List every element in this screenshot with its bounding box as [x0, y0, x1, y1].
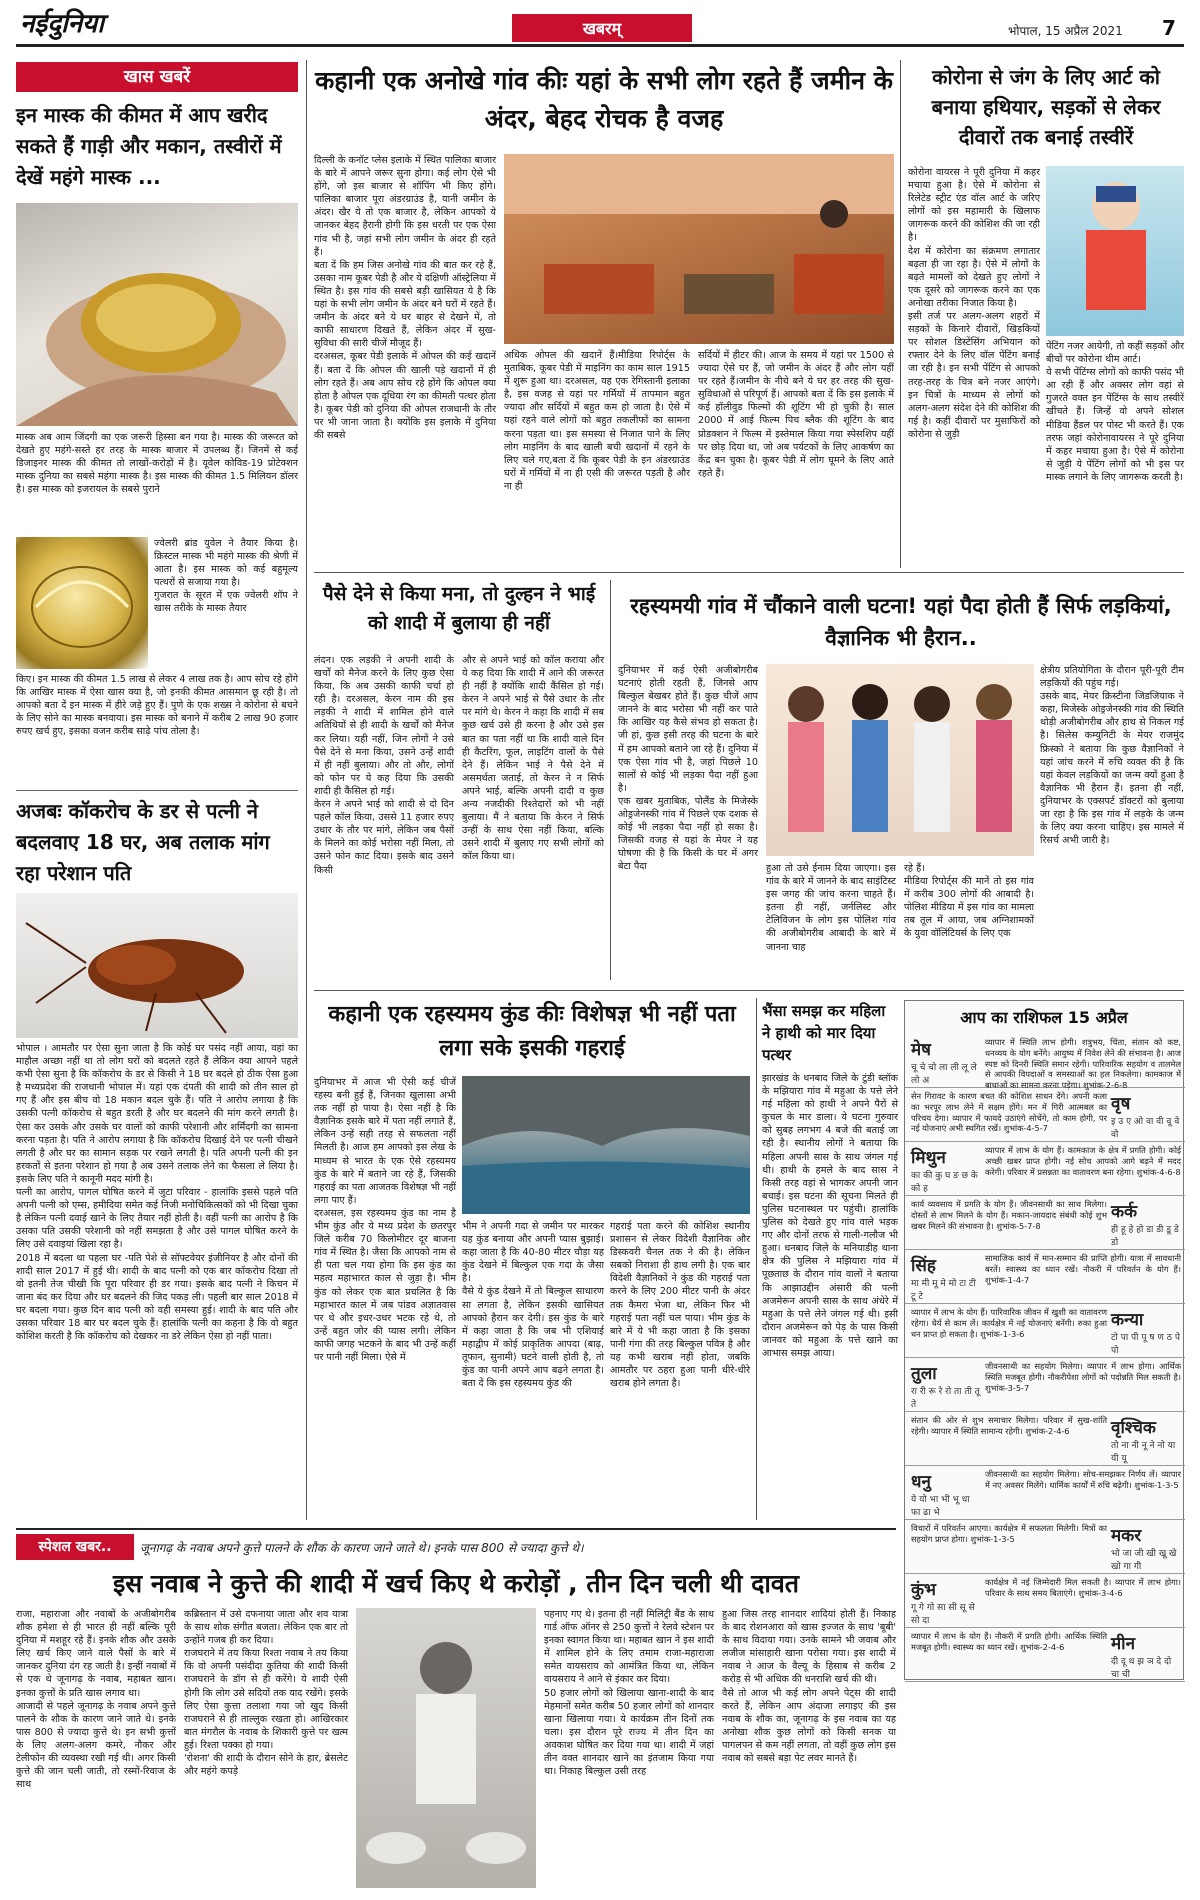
dateline: भोपाल, 15 अप्रैल 2021 — [1008, 24, 1123, 38]
page-number: 7 — [1162, 16, 1176, 40]
four-girls-illustration — [766, 664, 1034, 856]
kund-col-2: भीम ने अपनी गदा से जमीन पर मारकर यह कुंड बनाया और अपनी प्यास बुझाई। कहा जाता है कि 40-80 मीटर चौड़ा यह कुंड देखने में बिल्कुल एक गदा के जैसा है। वैसे ये कुंड देखने में तो बिल्कुल साधारण सा लगता है, लेकिन इसकी खासियत आपको हैरान कर देगी। इस कुंड के बारे में कहा जाता है कि जब भी एशियाई महाद्वीप में कोई प्राकृतिक आपदा (बाढ़, तूफान, सुनामी) घटने वाली होती है, तो कुंड का पानी अपने आप बढ़ने लगता है। बता दें कि इस रहस्यमय कुंड की — [462, 1221, 604, 1390]
rashi-prediction: संतान की ओर से शुभ समाचार मिलेगा। परिवार में सुख-शांति रहेगी। व्यापार में स्थिति सामान्य रहेगी। शुभांक-2-4-6 — [911, 1415, 1107, 1436]
bheem-kund-headline: कहानी एक रहस्यमय कुंड कीः विशेषज्ञ भी नहीं पता लगा सके इसकी गहराई — [328, 1002, 736, 1061]
rashi-letters: दी दू थ झ ञ दे दो चा ची — [1111, 1657, 1172, 1680]
rashi-letters: इ उ ए ओ वा वी वू वे वो — [1111, 1117, 1180, 1140]
section-label: खबरम् — [582, 19, 622, 38]
left-divider-1 — [16, 790, 298, 791]
mid-divider-2 — [314, 990, 1184, 991]
kund-col-3: गहराई पता करने की कोशिश स्थानीय प्रशासन से लेकर विदेशी वैज्ञानिक और डिस्कवरी चैनल तक ने की है। लेकिन सबको निराशा ही हाथ लगी है। एक बार विदेशी वैज्ञानिकों ने कुंड की गहराई पता करने के लिए 200 मीटर पानी के अंदर तक कैमरा भेजा था, लेकिन फिर भी गहराई पता नहीं चल पाया। भीम कुंड के बारे में ये भी कहा जाता है कि इसका पानी गंगा की तरह बिल्कुल पवित्र है और यह कभी खराब नहीं होता, जबकि आमतौर पर ठहरा हुआ पानी धीरे-धीरे खराब होने लगता है। — [610, 1221, 750, 1390]
bride-headline: पैसे देने से किया मना, तो दुल्हन ने भाई को शादी में बुलाया ही नहीं — [322, 583, 596, 634]
rashi-prediction: कार्य व्यवसाय में प्रगति के योग हैं। जीवनसाथी का साथ मिलेगा। दोस्तों से लाभ मिलने के योग हैं। मकान-जायदाद संबंधी कोई शुभ खबर मिलने की संभावना है। शुभांक-5-7-8 — [911, 1199, 1107, 1231]
rashi-letters: रा री रू रे रो ता ती तू ते — [911, 1387, 980, 1410]
nawab-photo — [356, 1608, 536, 1888]
khas-khabrein-badge: खास खबरें — [16, 62, 298, 92]
rashi-name: मेष — [911, 1040, 931, 1060]
rashi-prediction: व्यापार में लाभ के योग हैं। पारिवारिक जीवन में खुशी का वातावरण रहेगा। धैर्य से काम लें। कार्यक्षेत्र में नई योजनाएं बनेंगी। रुका हुआ धन प्राप्त हो सकता है। शुभांक-1-3-6 — [911, 1307, 1107, 1339]
cockroach-headline: अजबः कॉकरोच के डर से पत्नी ने बदलवाए 18 घर, अब तलाक मांग रहा परेशान पति — [16, 799, 270, 885]
rashi-row — [905, 1034, 1185, 1091]
bride-col-1: लंदन। एक लड़की ने अपनी शादी के खर्चों को मैनेज करने के लिए कुछ ऐसा किया, कि अब उसकी काफी चर्चा हो रही है। दरअसल, केरन नाम की इस लड़की ने शादी में शामिल होने वाले अतिथियों से ही शादी के खर्चों को मैनेज कर लिया। यही नहीं, जिन लोगों ने उसे पैसे देने से मना किया, उसने उन्हें शादी में ही नहीं बुलाया। और तो और, लोगों को फोन पर ये कह दिया कि उसकी शादी ही कैंसिल हो गई। केरन ने अपने भाई को शादी से दो दिन पहले कॉल किया, उससे 11 हजार रुपए उधार के तौर पर मांगे, लेकिन जब पैसों के मिलने का कोई भरोसा नहीं मिला, तो उसने फोन काट दिया। इसके बाद उसने किसी — [314, 655, 454, 876]
bride-col-2: और से अपने भाई को कॉल कराया और ये कह दिया कि शादी में आने की जरूरत ही नहीं है क्योंकि शादी कैंसिल हो गई। केरन ने अपने भाई से पैसे उधार के तौर पर मांगे थे। केरन ने कहा कि शादी में सब कुछ खर्च उसे ही करना है और उसे इस बात का पता नहीं था कि शादी वाले दिन ही कैटरिंग, फूल, लाइटिंग वालों के पैसे देने हैं। लेकिन भाई ने पैसे देने में असमर्थता जताई, तो केरन ने न सिर्फ अपने भाई, बल्कि अपनी दादी व कुछ अन्य नजदीकी रिश्तेदारों को भी नहीं बुलाया। मैं ने बताया कि केरन ने सिर्फ उन्हीं के साथ ऐसा नहीं किया, बल्कि उसने शादी में बुलाए गए सभी लोगों को कॉल किया था। — [462, 655, 604, 863]
rashi-letters: गू गे गो सा सी सू से सो दा — [911, 1603, 975, 1626]
masthead — [0, 0, 1200, 46]
rashi-name: तुला — [911, 1364, 937, 1384]
rashi-row — [905, 1358, 1185, 1412]
cockroach-illustration — [16, 893, 298, 1038]
rashi-row — [905, 1088, 1185, 1142]
rashi-row — [905, 1250, 1185, 1304]
girls-col-4: क्षेत्रीय प्रतियोगिता के दौरान पूरी-पूरी टीम लड़कियों की पहुंच गई। उसके बाद, मेयर क्रिस्टीना जिडजियाक ने कहा, मिजेस्के ओड्रजेनस्की गांव की स्थिति थोड़ी अजीबोगरीब और हाथ से निकल गई है। सिलेस कम्युनिटी के मेयर राजमुंद फ्रिस्को ने बताया कि कुछ वैज्ञानिकों ने यहां जांच करने में रुचि व्यक्त की है कि यहां केवल लड़कियों का जन्म क्यों हुआ है वैज्ञानिक भी हैरान हैं। इतना ही नहीं, दुनियाभर के एक्सपर्ट डॉक्टरों को बुलाया जा रहा है कि इस गांव में लड़के के जन्म के लिए क्या करना चाहिए। इस मामले में रिसर्च अभी जारी है। — [1040, 665, 1184, 847]
village-col-1: दिल्ली के कनॉट प्लेस इलाके में स्थित पालिका बाजार के बारे में आपने जरूर सुना होगा। कई लोग ऐसे भी होंगे, जो इस बाजार से शॉपिंग भी किए होंगे। पालिका बाजार पूरा अंडरग्राउंड है, यानी जमीन के अंदर। खैर ये तो एक बाजार है, लेकिन आपको ये जानकर बेहद हैरानी होगी कि इस धरती पर एक ऐसा गांव भी है, जहां सभी लोग जमीन के अंदर ही रहते हैं। बता दें कि हम जिस अनोखे गांव की बात कर रहे हैं, उसका नाम कूबर पेडी है और ये दक्षिणी ऑस्ट्रेलिया में स्थित है। इस गांव की सबसे बड़ी खासियत ये है कि यहां के सभी लोग जमीन के अंदर बने घरों में रहते हैं। जमीन के अंदर बने ये घर बाहर से देखने में, तो काफी साधारण दिखते हैं, लेकिन अंदर में सुख-सुविधा की सारी चीजें मौजूद हैं। दरअसल, कूबर पेडी इलाके में ओपल की कई खदानें हैं। बता दें कि ओपल की खाली पड़े खदानों में ही लोग रहते हैं। अब आप सोच रहे होंगे कि ओपल क्या होता है ओपल एक दूधिया रंग का कीमती पत्थर होता है। कूबर पेडी को दुनिया की ओपल राजधानी के तौर पर भी जाना जाता है। क्योंकि इस इलाके में दुनिया की सबसे — [314, 155, 496, 441]
rashi-name: कन्या — [1111, 1310, 1144, 1330]
bride-right-rule — [610, 580, 611, 980]
rashi-name: कुंभ — [911, 1580, 937, 1600]
nawab-col-1: राजा, महाराजा और नवाबों के अजीबोगरीब शौक हमेशा से ही भारत ही नहीं बल्कि पूरी दुनिया में मशहूर रहे हैं। इनके शौक और उसके लिए खर्च किए जाने वाले पैसों के बारे में जानकर दुनिया दंग रह जाती है। इन्हीं नवाबों में से एक थे जूनागढ़ के नवाब, महाबत खान। इनका कुत्तों के प्रति खास लगाव था। आजादी से पहले जूनागढ़ के नवाब अपने कुत्ते पालने के शौक के कारण जाने जाते थे। इनके पास 800 से ज्यादा कुत्ते थे। इन सभी कुत्तों के लिए अलग-अलग कमरे, नौकर और टेलीफोन की व्यवस्था रखी गई थी। अगर किसी कुत्ते की जान चली जाती, तो रस्मों-रिवाज के साथ — [16, 1609, 176, 1791]
rashi-row — [905, 1304, 1185, 1358]
rashi-letters: ही हू हे हो डा डी डू डे डो — [1111, 1225, 1179, 1248]
rashi-row — [905, 1574, 1185, 1628]
nawab-col-2: कब्रिस्तान में उसे दफनाया जाता और शव यात्रा के साथ शोक संगीत बजता। लेकिन एक बार तो उन्होंने गजब ही कर दिया। राजघराने में तय किया रिश्ता नवाब ने तय किया कि वो अपनी पसंदीदा कुतिया की शादी किसी राजघराने के डॉग से ही करेंगे। ये शादी ऐसी होगी कि लोग उसे सदियों तक याद रखेंगे। इसके लिए ऐसा कुत्ता तलाशा गया जो खुद किसी राजघराने से ही ताल्लुक रखता हो। आखिरकार बात मंगरौल के नवाब के शिकारी कुत्ते पर खत्म हुई। रिश्ता पक्का हो गया। 'रोशना' की शादी के दौरान सोने के हार, ब्रेसलेट और महंगे कपड़े — [184, 1609, 348, 1778]
rashi-name: मकर — [1111, 1526, 1142, 1546]
rashi-prediction: सामाजिक कार्य में मान-सम्मान की प्राप्ति होगी। यात्रा में सावधानी बरतें। स्वास्थ्य का ध्यान रखें। नौकरी में परिवर्तन के योग हैं। शुभांक-1-4-7 — [985, 1253, 1181, 1285]
rashi-prediction: जीवनसाथी का सहयोग मिलेगा। सोच-समझकर निर्णय लें। व्यापार में नए अवसर मिलेंगे। धार्मिक कार्यों में रुचि बढ़ेगी। शुभांक-1-3-5 — [985, 1469, 1181, 1490]
girls-photo — [766, 664, 1034, 856]
rashi-prediction: जीवनसाथी का सहयोग मिलेगा। व्यापार में लाभ होगा। आर्थिक स्थिति मजबूत होगी। नौकरीपेशा लोगों को पदोन्नति मिल सकती है। शुभांक-3-5-7 — [985, 1361, 1181, 1393]
mask-headline: इन मास्क की कीमत में आप खरीद सकते हैं गाड़ी और मकान, तस्वीरों में देखें महंगे मास्क ... — [16, 103, 282, 189]
underground-room-illustration — [504, 154, 894, 344]
gold-mask-photo — [16, 203, 298, 426]
rashi-name: वृष — [1111, 1094, 1131, 1114]
rashi-row — [905, 1196, 1185, 1250]
rashi-prediction: सेन गिरावट के कारण बचत की कोशिश साधन देंगे। अपनी कला का भरपूर लाभ लेने में सक्षम होंगे। मन में गिरी आत्मबल का परिचय देगा। व्यापार में फायदे उठाएंगे सोचेंगे, तो काम होगी, पर नई योजनाएं अभी स्थगित रखें। शुभांक-4-5-7 — [911, 1091, 1107, 1134]
crystal-mask-photo — [16, 537, 148, 669]
left-column-rule — [306, 60, 307, 1520]
rashi-name: कर्क — [1111, 1202, 1138, 1222]
girls-village-headline: रहस्यमयी गांव में चौंकाने वाली घटना! यहां पैदा होती हैं सिर्फ लड़कियां, वैज्ञानिक भी हैरान.. — [630, 594, 1172, 650]
girls-col-3: रहे हैं। मीडिया रिपोर्ट्स की मानें तो इस गांव में करीब 300 लोगों की आबादी है। पोलिश मीडिया में इस गांव का मामला तब तूल में आया, जब अग्निशामकों के युवा वॉलिंटियर्स के लिए एक — [904, 863, 1034, 940]
rashi-letters: तो ना नी नू ने नो या यी यू — [1111, 1441, 1176, 1464]
cockroach-photo — [16, 893, 298, 1038]
newspaper-logo: नईदुनिया — [20, 9, 104, 39]
rashi-name: धनु — [911, 1472, 931, 1492]
rashi-row — [905, 1628, 1185, 1682]
nawab-col-4: हुआ जिस तरह शानदार शादियां होती हैं। निकाह के बाद रोशनआरा को खास इज्जत के साथ 'बूबी' के साथ विदाया गया। उनके सामने भी जवाब और लजीज मांसाहारी खाना परोसा गया। इस शादी में नवाब ने आज के वैल्यू के हिसाब से करीब 2 करोड़ से भी अधिक की धनराशि खर्च की थी। वैसे तो आज भी कई लोग अपने पेट्स की शादी करते हैं, लेकिन आप अंदाजा लगाइए की इस नवाब के शौक का, जूनागढ़ के इस नवाब का यह अनोखा शौक कुछ लोगों को किसी सनक या पागलपन से कम नहीं लगता, तो वहीं कुछ लोग इस नवाब को सबसे बड़ा पेट लवर मानते हैं। — [722, 1609, 897, 1765]
rashi-prediction: विचारों में परिवर्तन आएगा। कार्यक्षेत्र में सफलता मिलेगी। मित्रों का सहयोग प्राप्त होगा। शुभांक-1-3-5 — [911, 1523, 1107, 1544]
rashi-row — [905, 1412, 1185, 1466]
underground-home-photo — [504, 154, 894, 344]
diamond-mask-illustration — [16, 537, 148, 669]
rashi-letters: का की कु घ ङ छ के को ह — [911, 1171, 978, 1194]
corona-art-headline: कोरोना से जंग के लिए आर्ट को बनाया हथियार, सड़कों से लेकर दीवारों तक बनाई तस्वीरें — [931, 65, 1161, 149]
girls-col-1: दुनियाभर में कई ऐसी अजीबोगरीब घटनाएं होती रहती हैं, जिनसे आप बिल्कुल बेखबर होते हैं। कुछ चीजें आप जानने के बाद भरोसा भी नहीं कर पाते कि आखिर यह कैसे संभव हो सकता है। जी हां, कुछ इसी तरह की घटना के बारे में हम आपको बताने जा रहे हैं। दुनिया में एक ऐसा गांव भी है, जहां पिछले 10 सालों से कोई भी लड़का पैदा नहीं हुआ है। एक खबर मुताबिक, पोलैंड के मिजेस्के ओड्रजेनस्की गांव में पिछले एक दशक से कोई भी लड़का पैदा नहीं हो सका है। जिसकी वजह से यहां के मेयर ने यह घोषणा की है कि किसी के घर में अगर बेटा पैदा — [618, 665, 758, 873]
special-teaser: जूनागढ़ के नवाब अपने कुत्ते पालने के शौक के कारण जाने जाते थे। इनके पास 800 से ज्यादा कुत्ते थे। — [140, 1541, 584, 1555]
village-col-3: सर्दियों में हीटर की। आज के समय में यहां पर 1500 से ज्यादा ऐसे घर हैं, जो जमीन के अंदर हैं और लोग यहीं पर रहते हैं।जमीन के नीचे बने ये घर हर तरह की सुख-सुविधाओं से परिपूर्ण हैं। आपको बता दें कि इस इलाके में कई हॉलीवुड फिल्मों की शूटिंग भी हो चुकी है। साल 2000 में आई फिल्म पिच ब्लैक की शूटिंग के बाद प्रोडक्शन ने फिल्म में इस्तेमाल किया गया स्पेसशिप यहीं पर छोड़ दिया था, जो अब पर्यटकों के लिए आकर्षण का केंद्र बन चुका है। कूबर पेडी में लोग घूमने के लिए आते रहते हैं। — [698, 350, 894, 479]
nawab-with-dogs-illustration — [356, 1608, 536, 1888]
village-col-2: अधिक ओपल की खदानें हैं।मीडिया रिपोर्ट्स के मुताबिक, कूबर पेडी में माइनिंग का काम साल 1915 में शुरू हुआ था। दरअसल, यह एक रेगिस्तानी इलाका है, इस वजह से यहां पर गर्मियों में तापमान बहुत ज्यादा और सर्दियों में बहुत कम हो जाता है। ऐसे में यहां रहने वाले लोगों को बहुत तकलीफों का सामना करना पड़ता था। इस समस्या से निजात पाने के लिए लोग माइनिंग के बाद खाली बची खदानों में रहने के लिए चले गए,बता दें कि कूबर पेडी के इन अंडरग्राउंड घरों में गर्मियों में ना ही एसी की जरूरत पड़ती है और ना ही — [504, 350, 690, 492]
nawab-col-3: पहनाए गए थे। इतना ही नहीं मिलिट्री बैंड के साथ गार्ड ऑफ ऑनर से 250 कुत्तों ने रेलवे स्टेशन पर इनका स्वागत किया था। महाबत खान ने इस शादी में शामिल होने के लिए तमाम राजा-महाराजा समेत वायसराय को आमंत्रित किया था, लेकिन वायसराय ने आने से इंकार कर दिया। 50 हजार लोगों को खिलाया खाना-शादी के बाद मेहमानों समेत करीब 50 हजार लोगों को शानदार खाना खिलाया गया। ये कार्यक्रम तीन दिनों तक चला। इस दौरान पूरे राज्य में तीन दिन का अवकाश घोषित कर दिया गया था। शादी में जहां तीन वक्त शानदार खाने का इंतजाम किया गया था। निकाह बिल्कुल उसी तरह — [544, 1609, 714, 1778]
mid-divider-1 — [314, 572, 1184, 573]
corona-wall-art-photo — [1046, 166, 1184, 336]
rashi-name: वृश्चिक — [1111, 1418, 1156, 1438]
bheem-kund-photo — [462, 1076, 750, 1214]
rashi-letters: मा मी मू मे मो टा टी टू टे — [911, 1279, 976, 1302]
nawab-headline: इस नवाब ने कुत्ते की शादी में खर्च किए थे करोड़ों , तीन दिन चली थी दावत — [112, 1569, 800, 1598]
water-cave-illustration — [462, 1076, 750, 1214]
rashi-name: मीन — [1111, 1634, 1136, 1654]
rashi-name: मिथुन — [911, 1148, 946, 1168]
rashi-row — [905, 1520, 1185, 1574]
underground-village-headline: कहानी एक अनोखे गांव कीः यहां के सभी लोग रहते हैं जमीन के अंदर, बेहद रोचक है वजह — [315, 66, 893, 133]
cockroach-body: भोपाल । आमतौर पर ऐसा सुना जाता है कि कोई घर पसंद नहीं आया, वहां का माहौल अच्छा नहीं था तो लोग घरों को बदलते रहते हैं लेकिन क्या आपने पहले कभी ऐसा सुना है कि कॉकरोच के डर से किसी ने 18 घर बदले हो ठीक ऐसा हुआ है मध्यप्रदेश की राजधानी भोपाल में। यहां एक दंपती की शादी को तीन साल हो गए हैं और इस बीच वो 18 मकान बदल चुके हैं। पति ने आरोप लगाया है कि उसकी पत्नी कॉकरोच से बहुत डरती है और घर बदलने की मांग करने लगती है। ऐसा कर उसके और उसके घर वालों को काफी परेशानी और शर्मिंदगी का सामना करना पड़ता है। पति ने आरोप लगाया है कि कॉकरोच दिखाई देने पर पत्नी चीखने लगती है और घर का सामान सड़क पर रखने लगती है। पति अपनी पत्नी की इन हरकतों से इतना परेशान हो गया है अब उसने तलाक लेने का फैसला ले लिया है। इसके लिए पति ने कानूनी मदद मांगी है। पत्नी का आरोप, पागल घोषित करने में जुटा परिवार - हालांकि इससे पहले पति अपनी पत्नी को एम्स, हमीदिया समेत कई निजी मनोचिकित्सकों को भी दिखा चुका है लेकिन पत्नी दवाई खाने के लिए तैयार नहीं होती है। वहीं पत्नी का आरोप है कि उसका पति उसकी परेशानी को नहीं समझता है और उसे पागल घोषित करने के लिए उसे दवाइयां खिला रहा है। 2018 में बदला था पहला घर -पति पेशे से सॉफ्टवेयर इंजीनियर है और दोनों की शादी साल 2017 में हुई थी। शादी के बाद पत्नी को एक बार कॉकरोच दिखा तो वो इतनी तेज चीखी कि पूरा परिवार ही डर गया। इसके बाद पत्नी ने किचन में जाना बंद कर दिया और घर बदलने की जिद पकड़ ली। पहली बार साल 2018 में घर बदला गया। कुछ दिन बाद पत्नी को वही समस्या हुई। शादी के बाद पति और उसका परिवार 18 बार घर बदल चुके हैं। हालांकि पत्नी का कहना है कि वो बहुत कोशिश करती है कि कॉकरोच को देखकर ना डरे लेकिन ऐसा हो नहीं पाता। — [16, 1043, 298, 1343]
corona-body-b: पेंटिंग नजर आयेगी, तो कहीं सड़कों और बीचों पर कोरोना थीम आर्ट। ये सभी पेंटिंग्स लोगों को काफी पसंद भी आ रही हैं और अक्सर लोग वहां से गुजरते वक्त इन पेंटिंग्स के साथ तस्वीरें खींचते हैं। जिन्हें वो अपने सोशल मीडिया हैंडल पर पोस्ट भी करते हैं। एक तरफ जहां कोरोनावायरस ने पूरे दुनिया में कहर मचाया हुआ है। ऐसे में कोरोना से जुड़ी ये पेंटिंग लोगों को भी इस पर मास्क लगाने के लिए जागरूक करती है। — [1046, 341, 1184, 483]
kund-col-1: दुनियाभर में आज भी ऐसी कई चीजें रहस्य बनी हुई हैं, जिनका खुलासा अभी तक नहीं हो पाया है। ऐसा नहीं है कि वैज्ञानिक इसके बारे में पता नहीं लगाते हैं, लेकिन उन्हें सही तरह से सफलता नहीं मिलती है। आज हम आपको इस लेख के माध्यम से भारत के एक ऐसे रहस्यमय कुंड के बारे में बताने जा रहे हैं, जिसकी गहराई का पता आजतक विशेषज्ञ भी नहीं लगा पाए हैं। दरअसल, इस रहस्यमय कुंड का नाम है भीम कुंड और ये मध्य प्रदेश के छतरपुर जिले करीब 70 किलोमीटर दूर बाजना गांव में स्थित है। जैसा कि आपको नाम से ही पता चल गया होगा कि इस कुंड का महत्व महाभारत काल से जुड़ा है। भीम कुंड को लेकर एक बात प्रचलित है कि महाभारत काल में जब पांडव अज्ञातवास पर थे और इधर-उधर भटक रहे थे, तो उन्हें बहुत जोर की प्यास लगी। लेकिन काफी जगह भटकने के बाद भी उन्हें कहीं पर पानी नहीं मिला। ऐसे में — [314, 1077, 456, 1363]
special-top-rule — [16, 1528, 896, 1530]
rashi-letters: चू चे चो ला ली लू ले लो अ — [911, 1063, 977, 1086]
rashi-prediction: कार्यक्षेत्र में नई जिम्मेदारी मिल सकती है। व्यापार में लाभ होगा। परिवार के साथ समय बिताएंगे। शुभांक-3-4-6 — [985, 1577, 1181, 1598]
rashi-letters: टो पा पी पू ष ण ठ पे पो — [1111, 1333, 1180, 1356]
rashi-letters: भो जा जी खी खू खे खो गा गी — [1111, 1549, 1177, 1572]
rashi-row — [905, 1142, 1185, 1196]
rashi-prediction: व्यापार में लाभ के योग हैं। नौकरी में प्रगति होगी। आर्थिक स्थिति मजबूत होगी। स्वास्थ्य का ध्यान रखें। शुभांक-2-4-6 — [911, 1631, 1107, 1652]
doctor-painting-illustration — [1046, 166, 1184, 336]
elephant-headline: भैंसा समझ कर महिला ने हाथी को मार दिया पत्थर — [762, 1002, 886, 1064]
rashi-name: सिंह — [911, 1256, 936, 1276]
mask-body-b: ज्वेलरी ब्रांड युवेल ने तैयार किया है। क्रिस्टल मास्क भी महंगे मास्क की श्रेणी में आता है। इस मास्क को कई बहुमूल्य पत्थरों से सजाया गया है। गुजरात के सूरत में एक ज्वेलरी शॉप ने खास तरीके के मास्क तैयार — [154, 538, 298, 615]
kund-right-rule — [756, 998, 757, 1520]
masthead-rule — [16, 44, 1184, 47]
rashifal-title: आप का राशिफल 15 अप्रैल — [960, 1008, 1128, 1027]
rashi-prediction: व्यापार में लाभ के योग हैं। कामकाज के क्षेत्र में प्रगति होगी। कोई अच्छी खबर प्राप्त होगी। नई सोच आपको आगे बढ़ने में मदद करेगी। परिवार में प्रसन्नता का वातावरण बना रहेगा। शुभांक-4-6-8 — [985, 1145, 1181, 1177]
rashi-letters: ये यो भा भी भू धा फा ढा भे — [911, 1495, 970, 1518]
village-right-rule — [900, 60, 901, 568]
gold-mask-illustration — [16, 203, 298, 426]
corona-body-a: कोरोना वायरस ने पूरी दुनिया में कहर मचाया हुआ है। ऐसे में कोरोना से रिलेटेड स्ट्रीट एंड वॉल आर्ट के जरिए लोगों को इस महामारी के खिलाफ जागरूक करने की कोशिश की जा रही है। देश में कोरोना का संक्रमण लगातार बढ़ता ही जा रहा है। ऐसे में लोगों के बढ़ते मामलों को देखते हुए लोगों ने एक दूसरे को जागरूक करने का एक अनोखा तरीका निजात किया है। इसी तर्ज पर अलग-अलग शहरों में सड़कों के किनारे दीवारों, खिड़कियों पर सोशल डिस्टेंसिंग अभियान को रफ्तार देने के लिए वॉल पेंटिंग बनाई जा रही है। इन सभी पेंटिंग से आपको तरह-तरह के चित्र बने नजर आएंगे। इन चित्रों के माध्यम से लोगों को अलग-अलग संदेश देने की कोशिश की गई है। कहीं दीवारों पर मुसाफिरों को कोरोना से जुड़ी — [908, 167, 1040, 440]
rashi-row — [905, 1466, 1185, 1520]
elephant-body: झारखंड के धनबाद जिले के टुंडी ब्लॉक के मझियारा गांव में महुआ के पत्ते लेने गई महिला को हाथी ने अपने पैरों से कुचल के मार डाला। ये घटना गुरुवार को सुबह लगभग 4 बजे की बताई जा रही है। स्थानीय लोगों ने बताया कि महिला अपनी सास के साथ जंगल गई थी। हाथी के हमले के बाद सास ने किसी तरह वहां से भागकर अपनी जान बचाई। इस घटना की सूचना मिलते ही पुलिस घटनास्थल पर पहुंची। हालांकि पुलिस को देखते हुए गांव वाले भड़क गए और दोनों तरफ से गाली-गलौज भी हुआ। धनबाद जिले के मनियाडीह थाना क्षेत्र की पुलिस ने मझियारा गांव में पूछताछ के दौरान गांव वालों ने बताया कि आझाउद्दीन अंसारी की पत्नी अजमेरून अपनी सास के साथ अंधेरे में महुआ के पत्ते लेने जंगल गई थी। इसी दौरान अजमेरून को पेड़ के पास किसी जानवर को महुआ के पत्ते खाने का आभास समझ आया। — [762, 1073, 898, 1359]
rashi-prediction: व्यापार में स्थिति लाभ होगी। शत्रुभय, चिंता, संतान को कष्ट, धनव्यय के योग बनेंगे। आयुष्य में निवेश लेने की संभावना है। आज स्पष्ट को दिनरी स्थिति समान रहेगी। पारिवारिक सहयोग व तालमेल से आपकी विपदाओं व समस्याओं का हल निकलेगा। कामकाज में बाधाओं का सामना करना पड़ेगा। शुभांक-2-6-8 — [985, 1037, 1181, 1091]
mask-body-a: मास्क अब आम जिंदगी का एक जरूरी हिस्सा बन गया है। मास्क की जरूरत को देखते हुए महंगे-सस्ते हर तरह के मास्क बाजार में उपलब्ध हैं। जिनमें से कई डिजाइनर मास्क की कीमत तो लाखों-करोड़ों में है। यूवेल कोविड-19 प्रोटेक्शन मास्क दुनिया का सबसे महंगा मास्क है। इस मास्क की कीमत 1.5 मिलियन डॉलर है। इस मास्क को इजरायल के सबसे पुराने — [16, 432, 298, 496]
special-news-badge: स्पेशल खबर.. — [16, 1534, 134, 1560]
girls-col-2: हुआ तो उसे ईनाम दिया जाएगा। इस गांव के बारे में जानने के बाद साइंटिस्ट इस जगह की जांच करना चाहते हैं। इतना ही नहीं, जर्नलिस्ट और टेलिविजन के लोग इस पोलिश गांव की अजीबोगरीब आबादी के बारे में जानना चाह — [766, 863, 896, 953]
mask-body-c: किए। इन मास्क की कीमत 1.5 लाख से लेकर 4 लाख तक है। आप सोच रहे होंगे कि आखिर मास्क में ऐसा खास क्या है, जो इनकी कीमत आसमान छू रही है। तो आपको बता दें इन मास्क में हीरे जड़े हुए हैं। पुणे के एक शख्स ने कोरोना से बचने के लिए सोने का मास्क बनवाया। इस मास्क को बनाने में करीब 2 लाख 90 हजार रुपए खर्च हुए, इसका वजन करीब साढ़े पांच तोला है। — [16, 674, 298, 738]
